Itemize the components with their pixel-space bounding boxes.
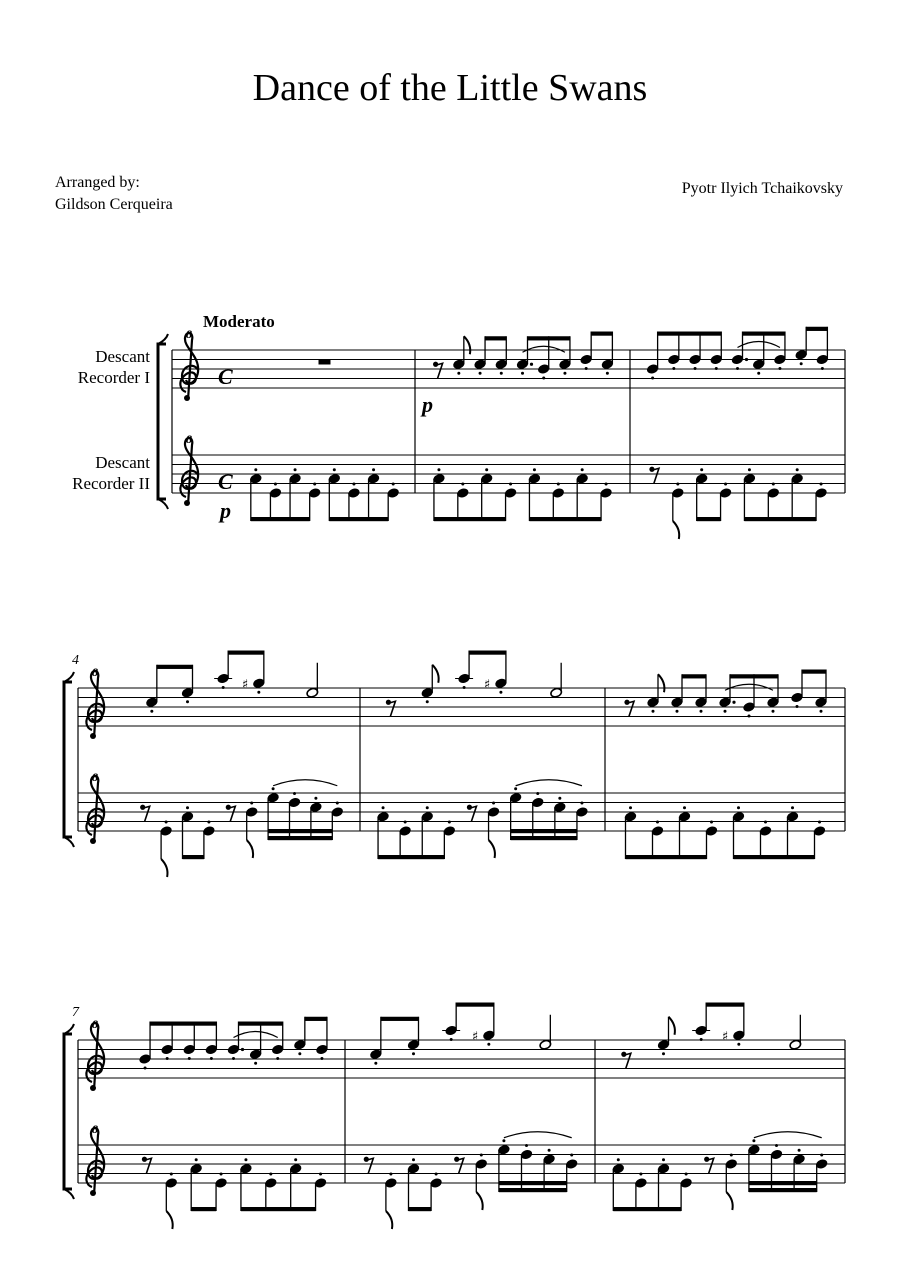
treble-clef-icon (86, 776, 104, 844)
system-bracket (64, 1034, 72, 1189)
note-beam (268, 829, 332, 833)
staccato-dot (254, 1062, 257, 1065)
staccato-dot (820, 1154, 823, 1157)
staccato-dot (606, 372, 609, 375)
staccato-dot (250, 802, 253, 805)
instrument-line: Recorder I (77, 368, 150, 387)
note-beam (528, 336, 570, 340)
staccato-dot (487, 1043, 490, 1046)
staccato-dot (652, 710, 655, 713)
note-beam (749, 1181, 817, 1185)
treble-clef-icon (180, 438, 198, 506)
slur (234, 1032, 278, 1038)
note-flag (386, 1211, 392, 1229)
note-beam (529, 517, 601, 521)
staccato-dot (389, 1173, 392, 1176)
staccato-dot (333, 468, 336, 471)
staccato-dot (372, 468, 375, 471)
time-signature: C (218, 469, 233, 495)
note-flag (247, 840, 253, 858)
eighth-rest-stroke (388, 701, 395, 716)
staccato-dot (220, 1173, 223, 1176)
note-beam (613, 1207, 681, 1211)
sharp-sign: ♯ (721, 1029, 729, 1045)
eighth-rest-stroke (457, 1158, 464, 1173)
staccato-dot (412, 1052, 415, 1055)
note-beam (434, 517, 506, 521)
note-beam (409, 1207, 432, 1211)
note-beam (682, 674, 706, 678)
tempo-marking: Moderato (203, 312, 275, 331)
slur (754, 1132, 822, 1138)
octave-mark: 8 (92, 665, 98, 679)
eighth-rest-stroke (627, 701, 634, 716)
clef-dot (90, 838, 96, 844)
eighth-rest-stroke (469, 806, 476, 821)
staccato-dot (435, 1173, 438, 1176)
note-beam (469, 651, 506, 655)
staccato-dot (426, 806, 429, 809)
staccato-dot (412, 1158, 415, 1161)
staccato-dot (382, 806, 385, 809)
slur (504, 1132, 572, 1138)
note-beam (268, 836, 332, 840)
staccato-dot (170, 1173, 173, 1176)
staccato-dot (186, 806, 189, 809)
note-beam (251, 517, 310, 521)
treble-clef-icon (86, 671, 104, 739)
staccato-dot (639, 1173, 642, 1176)
staccato-dot (570, 1154, 573, 1157)
note-beam (626, 855, 707, 859)
note-beam (329, 517, 388, 521)
staccato-dot (536, 792, 539, 795)
staccato-dot (461, 483, 464, 486)
staccato-dot (548, 1149, 551, 1152)
eighth-rest-stroke (707, 1158, 714, 1173)
slur (523, 346, 565, 352)
staccato-dot (509, 483, 512, 486)
note-beam (191, 1207, 216, 1211)
instrument-line: Descant (95, 453, 150, 472)
clef-dot (184, 500, 190, 506)
note-beam (378, 855, 444, 859)
staccato-dot (404, 821, 407, 824)
staccato-dot (392, 483, 395, 486)
staccato-dot (272, 787, 275, 790)
octave-mark: 8 (92, 1017, 98, 1031)
staccato-dot (700, 710, 703, 713)
staccato-dot (737, 806, 740, 809)
note-flag (673, 521, 679, 539)
staccato-dot (772, 710, 775, 713)
staccato-dot (188, 1057, 191, 1060)
note-beam (157, 665, 193, 669)
dynamic-piano: p (422, 392, 433, 417)
note-beam (239, 1022, 283, 1026)
clef-stroke (86, 671, 104, 738)
staccato-dot (752, 1139, 755, 1142)
instrument-line: Descant (95, 347, 150, 366)
staccato-dot (274, 483, 277, 486)
staccato-dot (257, 691, 260, 694)
note-beam (511, 829, 577, 833)
eighth-rest-stroke (366, 1158, 373, 1173)
staccato-dot (166, 1057, 169, 1060)
note-beam (381, 1017, 419, 1021)
staccato-dot (715, 367, 718, 370)
staccato-dot (195, 1158, 198, 1161)
staccato-dot (480, 1154, 483, 1157)
note-beam (706, 1003, 744, 1007)
staccato-dot (352, 483, 355, 486)
staccato-dot (294, 468, 297, 471)
eighth-rest-stroke (228, 806, 235, 821)
note-flag (161, 859, 167, 877)
octave-mark: 8 (92, 1122, 98, 1136)
staccato-dot (557, 483, 560, 486)
composer-name: Pyotr Ilyich Tchaikovsky (681, 180, 843, 197)
octave-mark: 8 (92, 770, 98, 784)
staccato-dot (485, 468, 488, 471)
staccato-dot (772, 483, 775, 486)
slur (273, 780, 337, 786)
note-beam (183, 855, 204, 859)
staccato-dot (757, 372, 760, 375)
instrument-line: Recorder II (72, 474, 150, 493)
staccato-dot (210, 1057, 213, 1060)
eighth-rest-stroke (436, 363, 443, 378)
note-flag (726, 1192, 732, 1210)
staccato-dot (232, 1057, 235, 1060)
staccato-dot (818, 821, 821, 824)
note-flag (464, 336, 470, 354)
staccato-dot (479, 372, 482, 375)
sharp-sign: ♯ (483, 677, 491, 693)
score-title: Dance of the Little Swans (252, 67, 648, 109)
eighth-rest-stroke (652, 468, 659, 483)
staccato-dot (775, 1144, 778, 1147)
staccato-dot (525, 1144, 528, 1147)
clef-stroke (180, 438, 198, 505)
slur (725, 684, 773, 690)
staccato-dot (457, 372, 460, 375)
system-bracket (158, 344, 166, 499)
note-beam (499, 1188, 567, 1192)
note-beam (499, 1181, 567, 1185)
staccato-dot (269, 1173, 272, 1176)
staccato-dot (798, 1149, 801, 1152)
staccato-dot (820, 483, 823, 486)
staccato-dot (254, 468, 257, 471)
staccato-dot (533, 468, 536, 471)
augmentation-dot (732, 701, 735, 704)
staccato-dot (764, 821, 767, 824)
staccato-dot (314, 797, 317, 800)
treble-clef-icon (86, 1128, 104, 1196)
staccato-dot (426, 700, 429, 703)
note-beam (730, 674, 778, 678)
staccato-dot (605, 483, 608, 486)
staccato-dot (791, 806, 794, 809)
clef-stroke (86, 1128, 104, 1195)
staccato-dot (724, 710, 727, 713)
clef-stroke (86, 1023, 104, 1090)
note-beam (511, 836, 577, 840)
augmentation-dot (530, 363, 533, 366)
system-bracket (64, 682, 72, 837)
staccato-dot (700, 468, 703, 471)
staccato-dot (293, 792, 296, 795)
note-beam (591, 332, 612, 336)
note-flag (669, 1017, 675, 1035)
staccato-dot (820, 710, 823, 713)
dynamic-piano: p (220, 498, 231, 523)
staccato-dot (521, 372, 524, 375)
staccato-dot (800, 362, 803, 365)
clef-dot (90, 1085, 96, 1091)
staccato-dot (737, 1043, 740, 1046)
eighth-rest-stroke (144, 1158, 151, 1173)
staccato-dot (685, 1173, 688, 1176)
staccato-dot (581, 468, 584, 471)
whole-rest-icon (319, 360, 331, 365)
staccato-dot (320, 1057, 323, 1060)
staccato-dot (463, 686, 466, 689)
note-flag (476, 1192, 482, 1210)
staccato-dot (502, 1139, 505, 1142)
clef-dot (90, 733, 96, 739)
staccato-dot (207, 821, 210, 824)
note-flag (489, 840, 495, 858)
staccato-dot (313, 483, 316, 486)
arranged-by-label: Arranged by: (55, 174, 140, 191)
staccato-dot (676, 710, 679, 713)
staccato-dot (558, 797, 561, 800)
staccato-dot (724, 483, 727, 486)
note-flag (658, 674, 664, 692)
note-beam (734, 855, 815, 859)
staccato-dot (563, 372, 566, 375)
slur (738, 342, 780, 348)
note-beam (150, 1022, 216, 1026)
clef-stroke (180, 333, 198, 400)
staccato-dot (656, 821, 659, 824)
staccato-dot (186, 700, 189, 703)
sharp-sign: ♯ (471, 1029, 479, 1045)
note-flag (432, 665, 438, 683)
staccato-dot (748, 468, 751, 471)
staccato-dot (144, 1067, 147, 1070)
staccato-dot (542, 377, 545, 380)
staccato-dot (336, 802, 339, 805)
staccato-dot (276, 1057, 279, 1060)
staccato-dot (796, 468, 799, 471)
staccato-dot (662, 1158, 665, 1161)
staccato-dot (676, 483, 679, 486)
staccato-dot (374, 1062, 377, 1065)
staccato-dot (585, 367, 588, 370)
note-beam (743, 332, 785, 336)
staccato-dot (748, 715, 751, 718)
note-flag (166, 1211, 172, 1229)
staccato-dot (492, 802, 495, 805)
staccato-dot (448, 821, 451, 824)
staccato-dot (821, 367, 824, 370)
treble-clef-icon (86, 1023, 104, 1091)
note-beam (485, 336, 506, 340)
note-beam (806, 327, 827, 331)
note-beam (228, 651, 264, 655)
staccato-dot (500, 372, 503, 375)
staccato-dot (222, 686, 225, 689)
note-beam (658, 332, 722, 336)
note-beam (744, 517, 816, 521)
staccato-dot (629, 806, 632, 809)
staccato-dot (700, 1038, 703, 1041)
staccato-dot (778, 367, 781, 370)
time-signature: C (218, 364, 233, 390)
note-beam (305, 1017, 327, 1021)
staccato-dot (450, 1038, 453, 1041)
augmentation-dot (241, 1048, 244, 1051)
eighth-rest-stroke (624, 1053, 631, 1068)
clef-stroke (86, 776, 104, 843)
staccato-dot (165, 821, 168, 824)
staccato-dot (499, 691, 502, 694)
staccato-dot (514, 787, 517, 790)
octave-mark: 8 (186, 327, 192, 341)
staccato-dot (683, 806, 686, 809)
staccato-dot (580, 802, 583, 805)
note-beam (241, 1207, 316, 1211)
staccato-dot (694, 367, 697, 370)
note-beam (802, 670, 826, 674)
staccato-dot (319, 1173, 322, 1176)
staccato-dot (617, 1158, 620, 1161)
octave-mark: 8 (186, 432, 192, 446)
staccato-dot (796, 705, 799, 708)
sharp-sign: ♯ (241, 677, 249, 693)
note-beam (697, 517, 721, 521)
note-beam (749, 1188, 817, 1192)
staccato-dot (298, 1052, 301, 1055)
staccato-dot (710, 821, 713, 824)
staccato-dot (150, 710, 153, 713)
measure-number: 7 (72, 1005, 79, 1020)
clef-dot (184, 395, 190, 401)
staccato-dot (244, 1158, 247, 1161)
clef-dot (90, 1190, 96, 1196)
staccato-dot (651, 377, 654, 380)
staccato-dot (662, 1052, 665, 1055)
staccato-dot (294, 1158, 297, 1161)
measure-number: 4 (72, 653, 79, 668)
slur (516, 780, 582, 786)
note-beam (456, 1003, 494, 1007)
arranger-name: Gildson Cerqueira (55, 196, 173, 213)
augmentation-dot (745, 358, 748, 361)
staccato-dot (736, 367, 739, 370)
eighth-rest-stroke (143, 806, 150, 821)
staccato-dot (437, 468, 440, 471)
staccato-dot (672, 367, 675, 370)
treble-clef-icon (180, 333, 198, 401)
staccato-dot (730, 1154, 733, 1157)
